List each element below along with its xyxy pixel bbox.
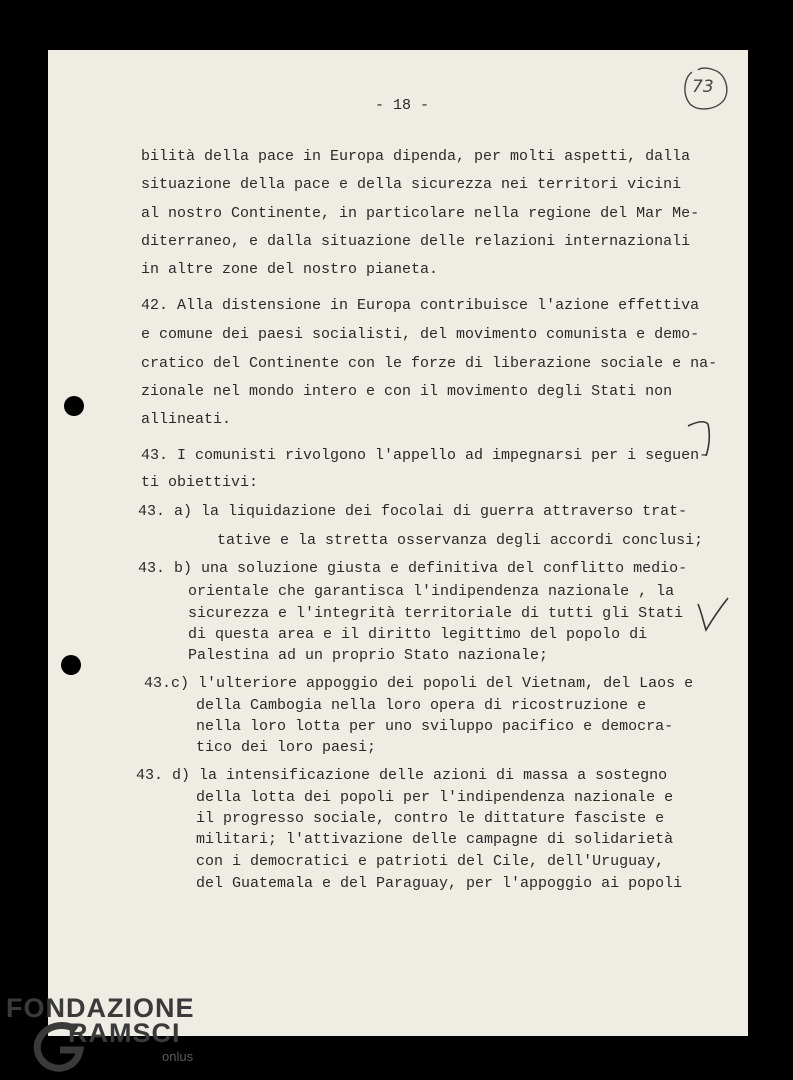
paragraph-42-line: zionale nel mondo intero e con il movimento degli Stati non — [141, 383, 673, 400]
margin-check-mark — [696, 594, 730, 634]
paragraph-42-line: e comune dei paesi socialisti, del movimento comunista e demo- — [141, 326, 700, 343]
item-43a-line: tative e la stretta osservanza degli accordi conclusi; — [217, 532, 704, 549]
paragraph-43-line: ti obiettivi: — [141, 474, 259, 491]
item-43b-line: orientale che garantisca l'indipendenza nazionale , la — [188, 583, 675, 600]
item-43b-line: Palestina ad un proprio Stato nazionale; — [188, 647, 549, 664]
page-number: - 18 - — [375, 97, 430, 114]
paragraph-42-line: 42. Alla distensione in Europa contribuisce l'azione effettiva — [141, 297, 700, 314]
item-43c-line: 43.c) l'ulteriore appoggio dei popoli del Vietnam, del Laos e — [144, 675, 694, 692]
item-43d-line: con i democratici e patrioti del Cile, dell'Uruguay, — [196, 853, 665, 870]
text-line: bilità della pace in Europa dipenda, per molti aspetti, dalla — [141, 148, 691, 165]
item-43a-line: 43. a) la liquidazione dei focolai di guerra attraverso trat- — [138, 503, 688, 520]
item-43d-line: militari; l'attivazione delle campagne di solidarietà — [196, 831, 674, 848]
item-43b-line: sicurezza e l'integrità territoriale di tutti gli Stati — [188, 605, 684, 622]
item-43d-line: della lotta dei popoli per l'indipendenza nazionale e — [196, 789, 674, 806]
text-line: diterraneo, e dalla situazione delle relazioni internazionali — [141, 233, 691, 250]
item-43c-line: nella loro lotta per uno sviluppo pacifico e democra- — [196, 718, 674, 735]
punch-hole — [64, 396, 84, 416]
item-43c-line: della Cambogia nella loro opera di ricostruzione e — [196, 697, 647, 714]
watermark-onlus: onlus — [162, 1049, 194, 1064]
paragraph-42-line: cratico del Continente con le forze di liberazione sociale e na- — [141, 355, 718, 372]
watermark-line2: RAMSCI — [68, 1018, 181, 1048]
item-43b-line: 43. b) una soluzione giusta e definitiva del conflitto medio- — [138, 560, 688, 577]
text-line: situazione della pace e della sicurezza nei territori vicini — [141, 176, 682, 193]
item-43d-line: del Guatemala e del Paraguay, per l'appoggio ai popoli — [196, 875, 683, 892]
item-43c-line: tico dei loro paesi; — [196, 739, 377, 756]
item-43b-line: di questa area e il diritto legittimo del popolo di — [188, 626, 648, 643]
margin-bracket-mark — [686, 418, 716, 460]
watermark-line1: FONDAZIONE — [6, 993, 195, 1023]
paragraph-43-line: 43. I comunisti rivolgono l'appello ad impegnarsi per i seguen- — [141, 447, 709, 464]
punch-hole — [61, 655, 81, 675]
text-line: al nostro Continente, in particolare nella regione del Mar Me- — [141, 205, 700, 222]
item-43d-line: 43. d) la intensificazione delle azioni di massa a sostegno — [136, 767, 668, 784]
paragraph-42-line: allineati. — [141, 411, 232, 428]
folio-number: 73 — [692, 77, 714, 97]
item-43d-line: il progresso sociale, contro le dittature fasciste e — [196, 810, 665, 827]
text-line: in altre zone del nostro pianeta. — [141, 261, 439, 278]
